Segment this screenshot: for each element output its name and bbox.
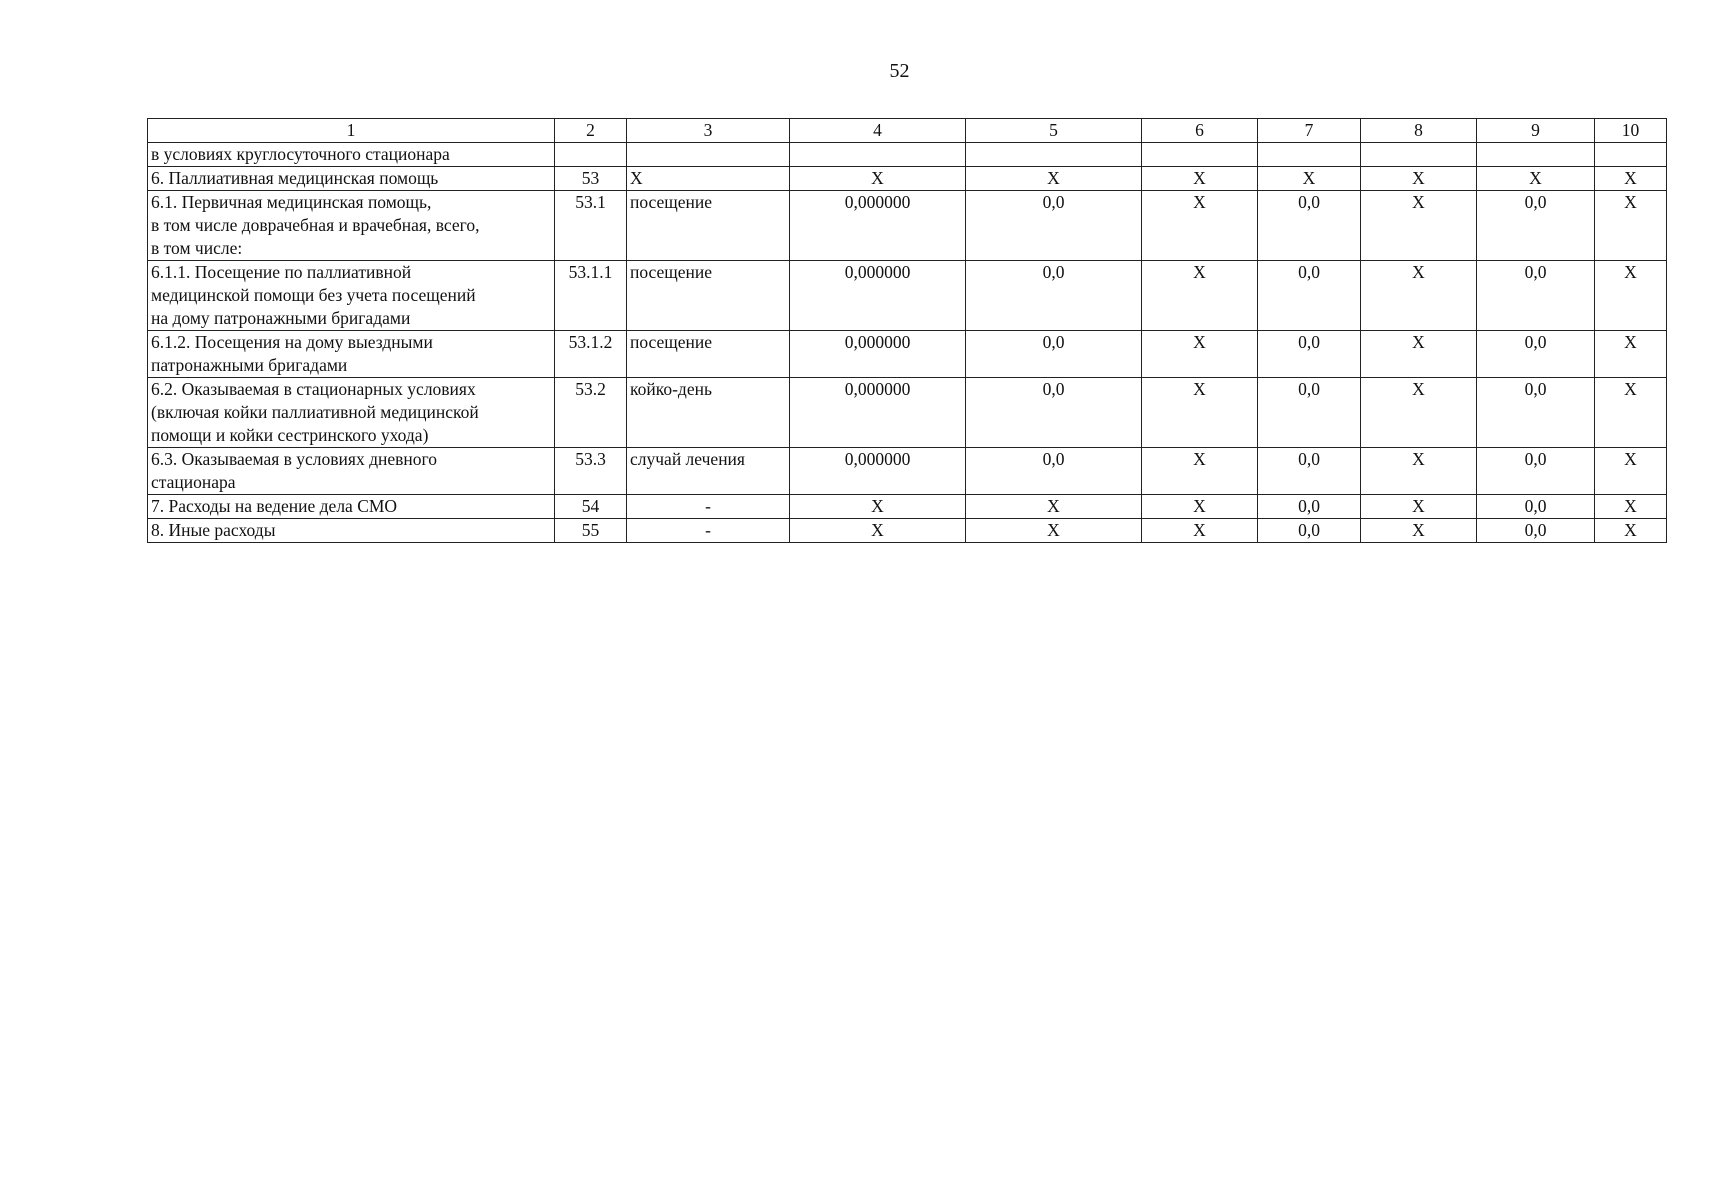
value-cell: 0,0	[1258, 448, 1361, 495]
row-name-line: в том числе доврачебная и врачебная, всего,	[151, 215, 480, 235]
column-header: 5	[966, 119, 1142, 143]
unit-cell: -	[627, 519, 790, 543]
table-row	[148, 495, 1667, 519]
value-cell: Х	[1477, 167, 1595, 191]
unit-cell: случай лечения	[627, 448, 790, 495]
value-cell: Х	[1361, 519, 1477, 543]
value-cell	[1361, 143, 1477, 167]
table-header-row	[148, 119, 1667, 143]
table-row	[148, 191, 1667, 261]
page-number: 52	[889, 60, 910, 82]
column-header: 2	[555, 119, 627, 143]
value-cell	[1595, 143, 1667, 167]
value-cell: Х	[1361, 167, 1477, 191]
row-name-line: на дому патронажными бригадами	[151, 308, 411, 328]
value-cell: 0,0	[1258, 378, 1361, 448]
row-code-cell: 53.1.1	[555, 261, 627, 331]
column-header: 7	[1258, 119, 1361, 143]
row-name-cell	[148, 448, 555, 495]
unit-cell: посещение	[627, 261, 790, 331]
value-cell: 0,0	[1258, 495, 1361, 519]
unit-cell: посещение	[627, 191, 790, 261]
table-row	[148, 331, 1667, 378]
row-name-cell	[148, 167, 555, 191]
row-name-line: в условиях круглосуточного стационара	[151, 144, 450, 164]
value-cell: Х	[1361, 495, 1477, 519]
value-cell	[1258, 143, 1361, 167]
value-cell: 0,0	[1477, 378, 1595, 448]
column-header: 6	[1142, 119, 1258, 143]
row-name-line: 6.1. Первичная медицинская помощь,	[151, 192, 432, 212]
column-header: 1	[148, 119, 555, 143]
row-code-cell: 53.1.2	[555, 331, 627, 378]
value-cell: Х	[966, 495, 1142, 519]
value-cell: Х	[790, 167, 966, 191]
value-cell: 0,0	[1258, 261, 1361, 331]
value-cell: Х	[1142, 519, 1258, 543]
row-name-line: 7. Расходы на ведение дела СМО	[151, 496, 398, 516]
value-cell: Х	[1595, 448, 1667, 495]
table-row	[148, 448, 1667, 495]
value-cell: Х	[1595, 378, 1667, 448]
value-cell: Х	[1361, 378, 1477, 448]
value-cell: 0,0	[1477, 495, 1595, 519]
unit-cell: посещение	[627, 331, 790, 378]
row-name-line: медицинской помощи без учета посещений	[151, 285, 476, 305]
value-cell: 0,000000	[790, 448, 966, 495]
row-name-cell	[148, 261, 555, 331]
value-cell: Х	[1595, 519, 1667, 543]
value-cell	[790, 143, 966, 167]
value-cell: 0,000000	[790, 378, 966, 448]
row-name-line: 6.3. Оказываемая в условиях дневного	[151, 449, 437, 469]
row-name-line: 6.1.2. Посещения на дому выездными	[151, 332, 433, 352]
row-name-cell	[148, 378, 555, 448]
row-name-cell	[148, 519, 555, 543]
table-row	[148, 261, 1667, 331]
value-cell: Х	[1361, 191, 1477, 261]
value-cell: Х	[1142, 191, 1258, 261]
row-name-line: 8. Иные расходы	[151, 520, 276, 540]
value-cell: Х	[966, 519, 1142, 543]
value-cell: Х	[1595, 167, 1667, 191]
row-name-line: (включая койки паллиативной медицинской	[151, 402, 479, 422]
row-code-cell: 53	[555, 167, 627, 191]
row-code-cell: 55	[555, 519, 627, 543]
column-header: 9	[1477, 119, 1595, 143]
row-code-cell	[555, 143, 627, 167]
value-cell: 0,0	[966, 331, 1142, 378]
value-cell: 0,0	[1477, 448, 1595, 495]
value-cell: Х	[1142, 448, 1258, 495]
value-cell: 0,0	[1258, 519, 1361, 543]
table-row	[148, 143, 1667, 167]
value-cell	[1477, 143, 1595, 167]
row-name-line: 6. Паллиативная медицинская помощь	[151, 168, 439, 188]
row-name-cell	[148, 495, 555, 519]
value-cell: Х	[1595, 495, 1667, 519]
value-cell: Х	[1258, 167, 1361, 191]
value-cell: Х	[1361, 261, 1477, 331]
row-code-cell: 53.3	[555, 448, 627, 495]
row-name-line: в том числе:	[151, 238, 243, 258]
value-cell: 0,000000	[790, 261, 966, 331]
value-cell: Х	[1361, 448, 1477, 495]
value-cell: 0,0	[966, 448, 1142, 495]
row-name-cell	[148, 143, 555, 167]
row-name-cell	[148, 191, 555, 261]
value-cell: Х	[1142, 167, 1258, 191]
unit-cell: койко-день	[627, 378, 790, 448]
value-cell: 0,0	[1258, 331, 1361, 378]
value-cell: Х	[1142, 378, 1258, 448]
value-cell: 0,0	[966, 191, 1142, 261]
value-cell: 0,0	[966, 261, 1142, 331]
value-cell: 0,0	[1258, 191, 1361, 261]
value-cell: Х	[1595, 261, 1667, 331]
value-cell: Х	[1595, 191, 1667, 261]
value-cell: Х	[1142, 261, 1258, 331]
value-cell: Х	[1142, 331, 1258, 378]
row-name-line: стационара	[151, 472, 236, 492]
row-name-line: 6.2. Оказываемая в стационарных условиях	[151, 379, 476, 399]
value-cell: 0,0	[966, 378, 1142, 448]
unit-cell: Х	[627, 167, 790, 191]
table-row	[148, 167, 1667, 191]
value-cell: 0,0	[1477, 261, 1595, 331]
table-row	[148, 378, 1667, 448]
value-cell	[966, 143, 1142, 167]
value-cell	[1142, 143, 1258, 167]
column-header: 10	[1595, 119, 1667, 143]
value-cell: Х	[1595, 331, 1667, 378]
row-code-cell: 54	[555, 495, 627, 519]
row-code-cell: 53.1	[555, 191, 627, 261]
value-cell: Х	[966, 167, 1142, 191]
value-cell: Х	[790, 519, 966, 543]
value-cell: Х	[1142, 495, 1258, 519]
unit-cell: -	[627, 495, 790, 519]
column-header: 3	[627, 119, 790, 143]
unit-cell	[627, 143, 790, 167]
row-name-line: помощи и койки сестринского ухода)	[151, 425, 429, 445]
column-header: 8	[1361, 119, 1477, 143]
value-cell: Х	[790, 495, 966, 519]
value-cell: Х	[1361, 331, 1477, 378]
row-code-cell: 53.2	[555, 378, 627, 448]
table-row	[148, 519, 1667, 543]
value-cell: 0,0	[1477, 191, 1595, 261]
value-cell: 0,000000	[790, 191, 966, 261]
row-name-cell	[148, 331, 555, 378]
row-name-line: патронажными бригадами	[151, 355, 348, 375]
value-cell: 0,000000	[790, 331, 966, 378]
data-table	[147, 118, 1667, 543]
row-name-line: 6.1.1. Посещение по паллиативной	[151, 262, 412, 282]
value-cell: 0,0	[1477, 331, 1595, 378]
value-cell: 0,0	[1477, 519, 1595, 543]
column-header: 4	[790, 119, 966, 143]
table-body	[148, 119, 1667, 543]
